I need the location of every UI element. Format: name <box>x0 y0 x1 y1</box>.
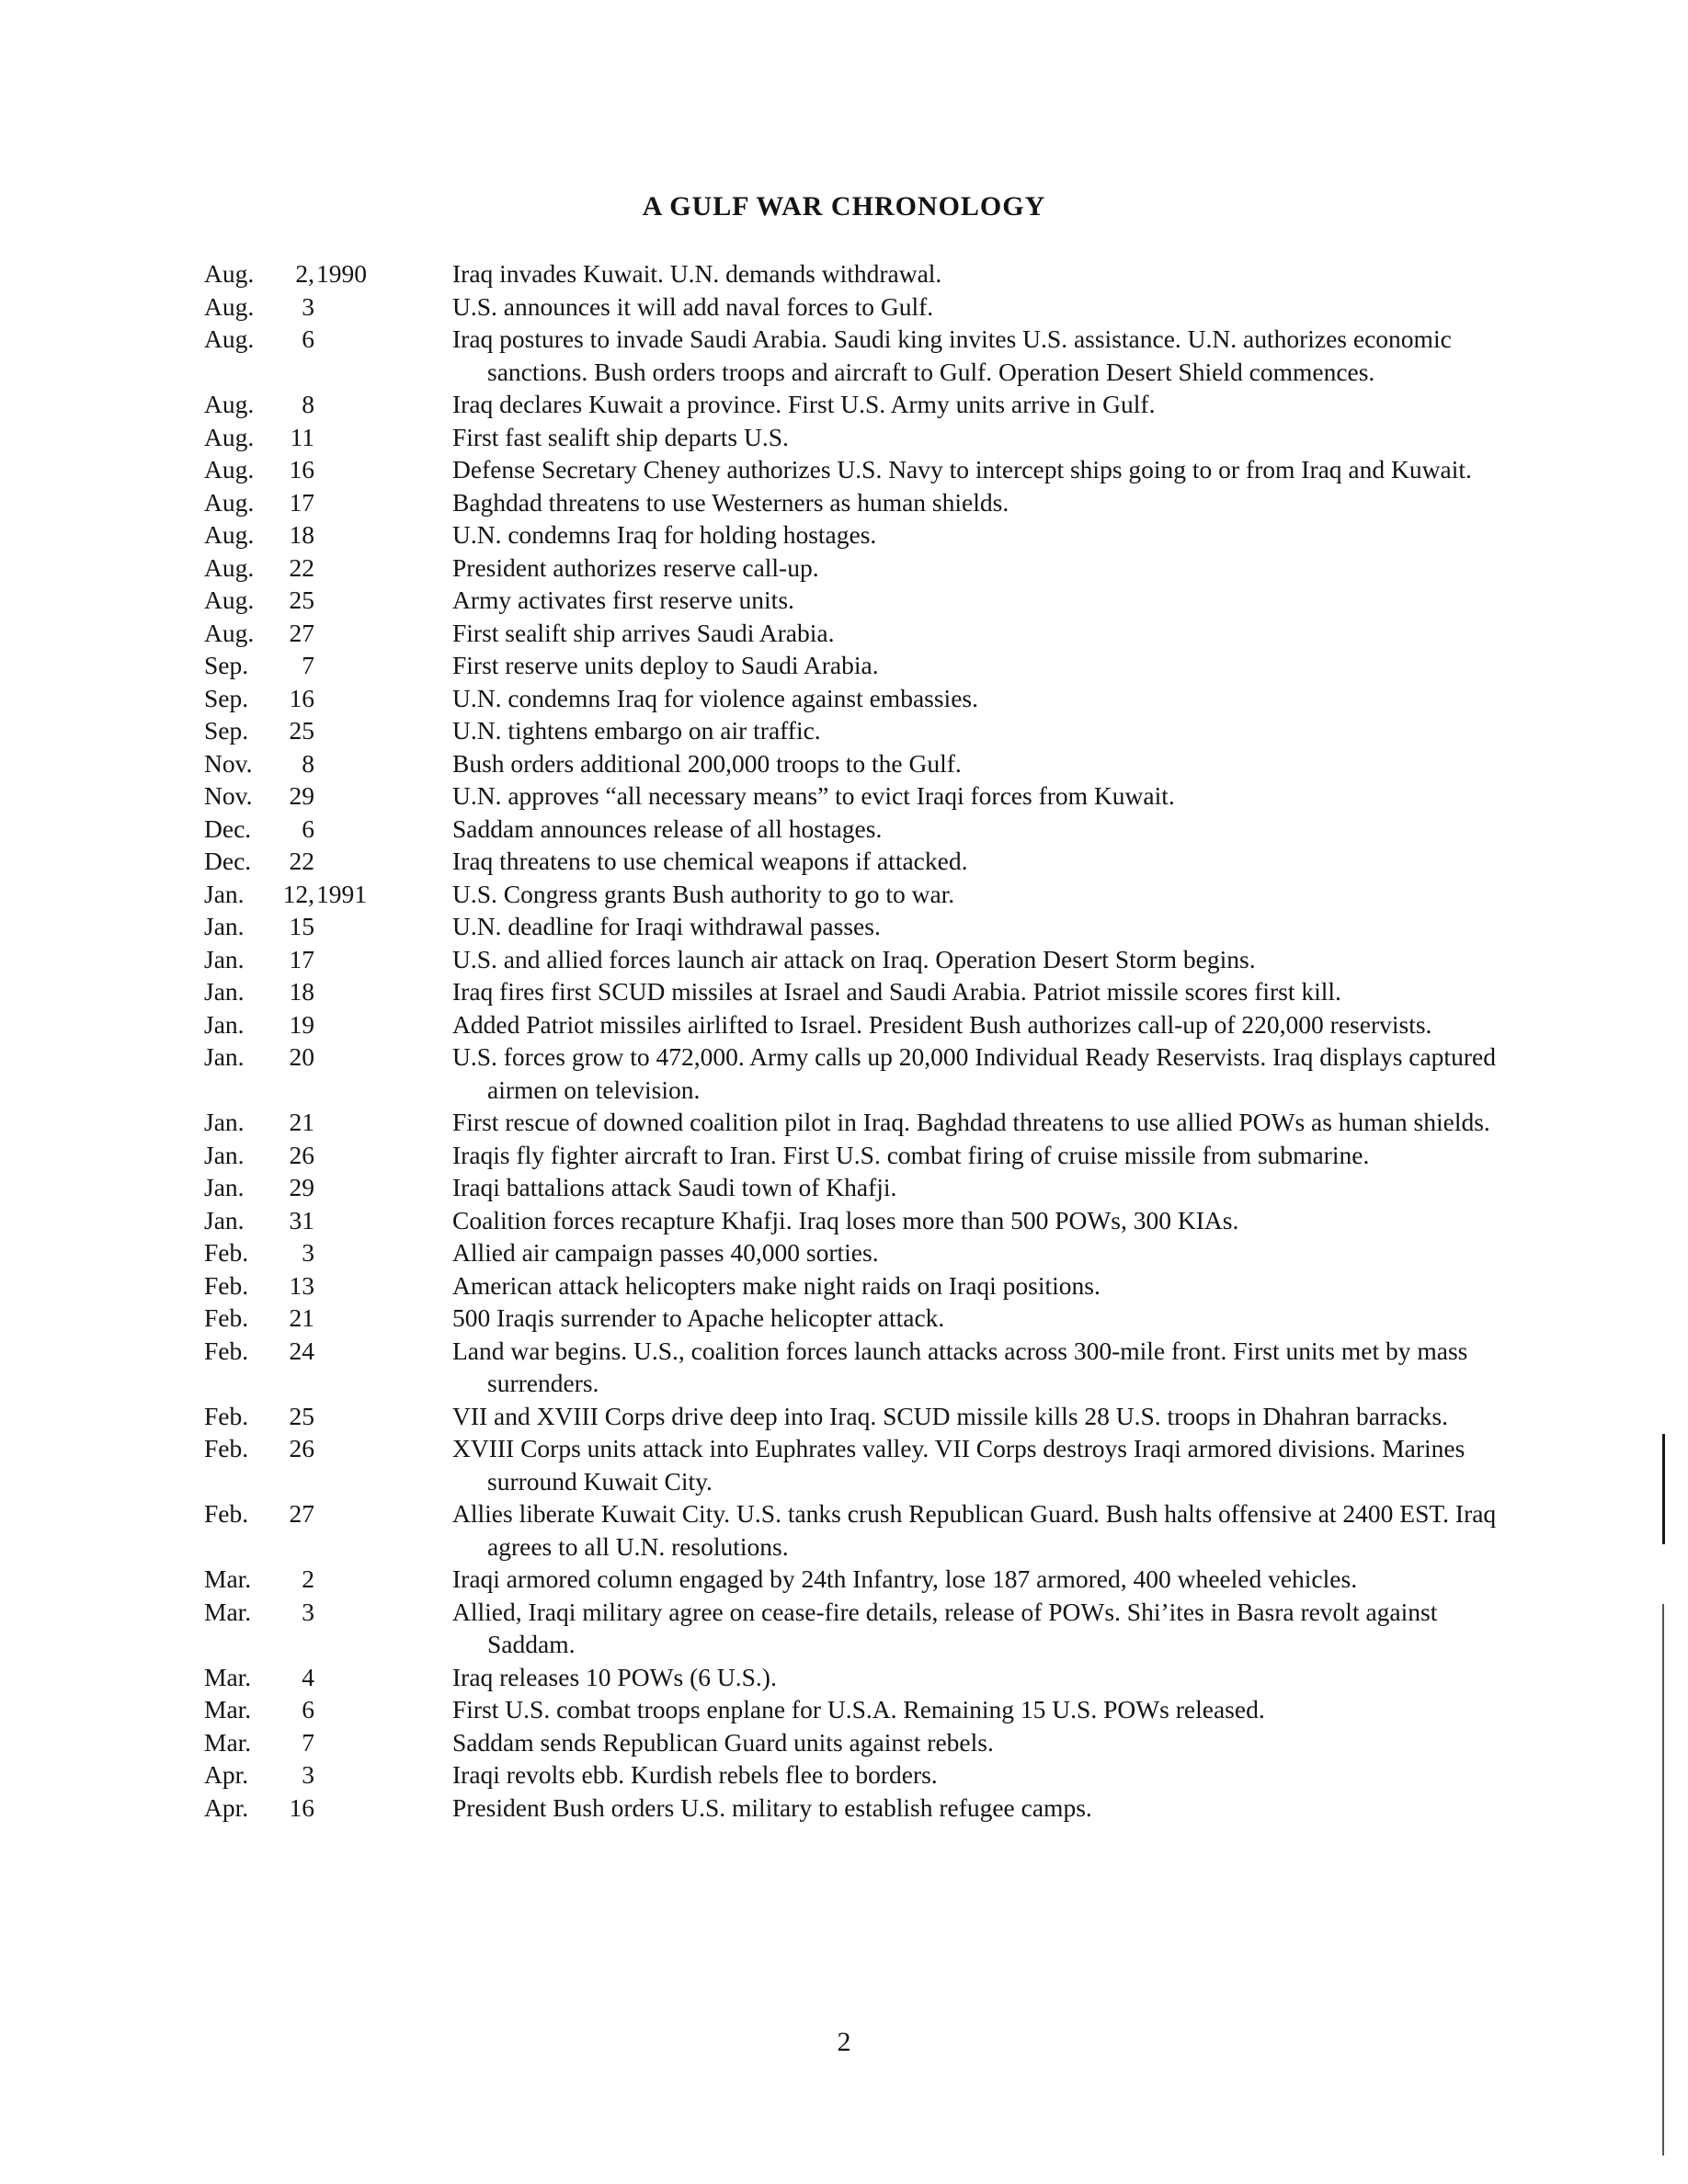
entry-text: U.N. tightens embargo on air traffic. <box>452 716 821 745</box>
entry-text: Iraq releases 10 POWs (6 U.S.). <box>452 1662 777 1691</box>
entry-year <box>314 518 316 552</box>
entry-month: Feb. <box>204 1238 249 1267</box>
entry-year <box>314 1171 316 1204</box>
entry-day: 3 <box>302 291 314 321</box>
entry-text: U.N. approves “all necessary means” to evict Iraqi forces from Kuwait. <box>452 781 1175 810</box>
entry-date <box>204 453 452 486</box>
entry-date <box>204 518 452 552</box>
chronology-entry <box>204 617 1510 650</box>
entry-month: Aug. <box>204 324 255 353</box>
chronology-entry <box>204 779 1510 813</box>
entry-day: 24 <box>289 1336 314 1365</box>
chronology-entry <box>204 552 1510 585</box>
entry-date <box>204 1726 452 1759</box>
entry-text: Iraq threatens to use chemical weapons if attacked. <box>452 847 968 875</box>
entry-day: 16 <box>289 455 314 483</box>
entry-day: 16 <box>289 683 314 712</box>
entry-month: Feb. <box>204 1336 249 1365</box>
entry-year <box>314 1302 316 1335</box>
entry-year <box>314 1758 316 1792</box>
entry-year <box>314 290 316 324</box>
entry-month: Jan. <box>204 1173 245 1201</box>
chronology-entry <box>204 943 1510 976</box>
entry-day: 27 <box>289 1499 314 1528</box>
entry-year <box>314 1269 316 1302</box>
entry-date <box>204 1008 452 1041</box>
entry-day: 29 <box>289 1173 314 1201</box>
entry-day: 3 <box>302 1760 314 1789</box>
entry-text: U.N. condemns Iraq for violence against embassies. <box>452 683 978 712</box>
entry-day: 21 <box>289 1303 314 1332</box>
chronology-entry <box>204 388 1510 421</box>
entry-date <box>204 1693 452 1726</box>
entry-date <box>204 1596 452 1629</box>
chronology-entry <box>204 584 1510 617</box>
entry-year <box>314 1236 316 1269</box>
entry-text: Baghdad threatens to use Westerners as human shields. <box>452 487 1009 517</box>
entry-day: 7 <box>302 1727 314 1757</box>
entry-month: Jan. <box>204 912 245 940</box>
entry-text: First rescue of downed coalition pilot in Iraq. Baghdad threatens to use allied POWs as human shields. <box>452 1108 1490 1136</box>
scan-margin-mark <box>1662 1434 1665 1544</box>
entry-month: Aug. <box>204 422 255 451</box>
entry-day: 19 <box>289 1009 314 1039</box>
entry-day: 27 <box>289 618 314 647</box>
entry-date <box>204 552 452 585</box>
entry-year <box>314 1400 316 1433</box>
entry-month: Feb. <box>204 1401 249 1430</box>
entry-text: Iraq invades Kuwait. U.N. demands withdrawal. <box>452 259 942 288</box>
entry-date <box>204 1236 452 1269</box>
entry-day: 3 <box>302 1597 314 1626</box>
entry-year <box>314 1432 316 1465</box>
entry-text: President Bush orders U.S. military to establish refugee camps. <box>452 1792 1092 1822</box>
chronology-entry <box>204 649 1510 682</box>
entry-date <box>204 1400 452 1433</box>
chronology-entry <box>204 518 1510 552</box>
entry-year <box>314 421 316 454</box>
chronology-entry <box>204 813 1510 846</box>
entry-year <box>314 453 316 486</box>
chronology-entry <box>204 1563 1510 1596</box>
entry-date <box>204 323 452 356</box>
entry-date <box>204 975 452 1008</box>
entry-month: Feb. <box>204 1434 249 1462</box>
entry-text: Land war begins. U.S., coalition forces launch attacks across 300-mile front. First units met by mass surrenders. <box>452 1336 1468 1397</box>
entry-month: Sep. <box>204 716 249 745</box>
entry-date <box>204 845 452 878</box>
entry-text: Allied air campaign passes 40,000 sorties. <box>452 1238 879 1267</box>
entry-date <box>204 1497 452 1530</box>
entry-month: Jan. <box>204 1009 245 1039</box>
entry-date <box>204 747 452 780</box>
entry-month: Apr. <box>204 1760 249 1789</box>
entry-day: 8 <box>302 390 314 418</box>
entry-text: American attack helicopters make night raids on Iraqi positions. <box>452 1270 1101 1300</box>
entry-text: U.N. deadline for Iraqi withdrawal passes. <box>452 912 881 940</box>
chronology-entry <box>204 257 1510 290</box>
entry-date <box>204 813 452 846</box>
entry-month: Jan. <box>204 1140 245 1169</box>
chronology-entry <box>204 486 1510 519</box>
entry-month: Mar. <box>204 1564 252 1593</box>
entry-month: Dec. <box>204 813 252 843</box>
entry-month: Aug. <box>204 390 255 418</box>
chronology-entry <box>204 1661 1510 1694</box>
entry-year <box>314 1792 316 1825</box>
entry-month: Mar. <box>204 1695 252 1723</box>
entry-year <box>314 975 316 1008</box>
entry-day: 22 <box>289 552 314 582</box>
entry-day: 6 <box>302 813 314 843</box>
entry-month: Mar. <box>204 1597 252 1626</box>
entry-date <box>204 682 452 715</box>
entry-day: 26 <box>289 1140 314 1169</box>
entry-year <box>314 617 316 650</box>
entry-year <box>314 813 316 846</box>
entry-date <box>204 1302 452 1335</box>
entry-text: First U.S. combat troops enplane for U.S.A. Remaining 15 U.S. POWs released. <box>452 1695 1265 1723</box>
entry-year <box>314 747 316 780</box>
entry-text: Saddam sends Republican Guard units against rebels. <box>452 1727 994 1757</box>
entry-day: 15 <box>289 912 314 940</box>
entry-month: Mar. <box>204 1727 252 1757</box>
entry-day: 26 <box>289 1434 314 1462</box>
chronology-entry <box>204 323 1510 388</box>
chronology-entry <box>204 1792 1510 1825</box>
entry-year <box>314 1139 316 1172</box>
entry-month: Aug. <box>204 259 255 288</box>
entry-year <box>314 552 316 585</box>
entry-day: 18 <box>289 977 314 1006</box>
entry-text: Added Patriot missiles airlifted to Israel. President Bush authorizes call-up of 220,000 reservists. <box>452 1009 1432 1039</box>
entry-date <box>204 1171 452 1204</box>
entry-month: Sep. <box>204 683 249 712</box>
entry-day: 2 <box>302 1564 314 1593</box>
entry-day: 16 <box>289 1792 314 1822</box>
entry-date <box>204 1758 452 1792</box>
entry-date <box>204 584 452 617</box>
entry-month: Apr. <box>204 1792 249 1822</box>
entry-text: Iraqi revolts ebb. Kurdish rebels flee to borders. <box>452 1760 938 1789</box>
entry-month: Jan. <box>204 879 245 908</box>
chronology-entry <box>204 714 1510 747</box>
chronology-entry <box>204 975 1510 1008</box>
entry-date <box>204 290 452 324</box>
entry-text: U.S. announces it will add naval forces to Gulf. <box>452 291 934 321</box>
entry-month: Aug. <box>204 552 255 582</box>
entry-date <box>204 388 452 421</box>
chronology-entry <box>204 1758 1510 1792</box>
chronology-entry <box>204 1432 1510 1497</box>
entry-text: First reserve units deploy to Saudi Arabia. <box>452 651 879 679</box>
entry-text: 500 Iraqis surrender to Apache helicopter attack. <box>452 1303 945 1332</box>
entry-text: Defense Secretary Cheney authorizes U.S. Navy to intercept ships going to or from Iraq and Kuwait. <box>452 455 1472 483</box>
entry-year <box>314 845 316 878</box>
entry-text: U.S. and allied forces launch air attack on Iraq. Operation Desert Storm begins. <box>452 944 1256 973</box>
chronology-entry <box>204 290 1510 324</box>
entry-month: Aug. <box>204 520 255 549</box>
entry-date <box>204 1204 452 1237</box>
entry-day: 25 <box>289 586 314 614</box>
entry-year <box>314 1661 316 1694</box>
entry-text: Allies liberate Kuwait City. U.S. tanks crush Republican Guard. Bush halts offensive at 2400 EST. Iraq agrees to all U.N. resolutions. <box>452 1499 1497 1561</box>
entry-text: XVIII Corps units attack into Euphrates valley. VII Corps destroys Iraqi armored divisions. Marines surround Kuwait City. <box>452 1434 1466 1496</box>
entry-text: President authorizes reserve call-up. <box>452 552 819 582</box>
entry-date <box>204 257 452 290</box>
entry-text: Iraqi armored column engaged by 24th Infantry, lose 187 armored, 400 wheeled vehicles. <box>452 1564 1358 1593</box>
entry-day: 7 <box>302 651 314 679</box>
entry-day: 6 <box>302 1695 314 1723</box>
entry-day: 31 <box>289 1205 314 1234</box>
chronology-entry <box>204 1139 1510 1172</box>
entry-date <box>204 910 452 943</box>
entry-year <box>314 486 316 519</box>
scan-margin-edge <box>1662 1604 1664 2156</box>
entry-month: Aug. <box>204 618 255 647</box>
entry-day: 11 <box>290 422 314 451</box>
entry-date <box>204 1335 452 1368</box>
entry-year <box>314 1497 316 1530</box>
entry-date <box>204 943 452 976</box>
chronology-entry <box>204 1236 1510 1269</box>
entry-month: Aug. <box>204 455 255 483</box>
entry-text: VII and XVIII Corps drive deep into Iraq. SCUD missile kills 28 U.S. troops in Dhahran barracks. <box>452 1401 1449 1430</box>
entry-text: U.S. Congress grants Bush authority to go to war. <box>452 879 955 908</box>
entry-date <box>204 1792 452 1825</box>
entry-day: 2, <box>295 259 314 288</box>
entry-year: 1991 <box>316 879 367 908</box>
chronology-entry <box>204 747 1510 780</box>
entry-year <box>314 1106 316 1139</box>
entry-month: Jan. <box>204 944 245 973</box>
entry-month: Jan. <box>204 977 245 1006</box>
entry-date <box>204 1563 452 1596</box>
chronology-entry <box>204 1726 1510 1759</box>
entry-date <box>204 617 452 650</box>
chronology-list <box>204 257 1510 1824</box>
entry-month: Feb. <box>204 1303 249 1332</box>
entry-month: Nov. <box>204 748 253 778</box>
entry-text: Iraq fires first SCUD missiles at Israel and Saudi Arabia. Patriot missile scores first kill. <box>452 977 1341 1006</box>
entry-year <box>314 323 316 356</box>
chronology-entry <box>204 453 1510 486</box>
entry-year <box>314 714 316 747</box>
entry-text: First sealift ship arrives Saudi Arabia. <box>452 618 835 647</box>
entry-year <box>314 1596 316 1629</box>
entry-year <box>314 1204 316 1237</box>
entry-year <box>314 388 316 421</box>
entry-month: Aug. <box>204 586 255 614</box>
entry-day: 18 <box>289 520 314 549</box>
entry-date <box>204 1106 452 1139</box>
entry-year <box>314 1563 316 1596</box>
entry-day: 21 <box>289 1108 314 1136</box>
entry-year <box>314 649 316 682</box>
entry-day: 13 <box>289 1270 314 1300</box>
entry-day: 3 <box>302 1238 314 1267</box>
entry-text: Saddam announces release of all hostages. <box>452 813 883 843</box>
chronology-entry <box>204 1497 1510 1563</box>
entry-day: 25 <box>289 716 314 745</box>
entry-date <box>204 421 452 454</box>
entry-month: Sep. <box>204 651 249 679</box>
entry-date <box>204 1432 452 1465</box>
entry-text: Iraq postures to invade Saudi Arabia. Saudi king invites U.S. assistance. U.N. authorizes economic sanctions. Bush orders troops and aircraft to Gulf. Operation Desert Shield commences. <box>452 324 1452 386</box>
entry-month: Feb. <box>204 1499 249 1528</box>
entry-day: 20 <box>289 1042 314 1071</box>
entry-year <box>314 682 316 715</box>
entry-month: Aug. <box>204 487 255 517</box>
entry-month: Jan. <box>204 1108 245 1136</box>
entry-month: Feb. <box>204 1270 249 1300</box>
page-number: 2 <box>837 2027 851 2057</box>
entry-year: 1990 <box>316 259 367 288</box>
entry-text: Iraq declares Kuwait a province. First U.S. Army units arrive in Gulf. <box>452 390 1156 418</box>
chronology-entry <box>204 845 1510 878</box>
entry-text: Iraqi battalions attack Saudi town of Khafji. <box>452 1173 897 1201</box>
entry-text: U.N. condemns Iraq for holding hostages. <box>452 520 877 549</box>
entry-date <box>204 1139 452 1172</box>
entry-date <box>204 486 452 519</box>
chronology-entry <box>204 1171 1510 1204</box>
entry-month: Nov. <box>204 781 253 810</box>
entry-year <box>314 584 316 617</box>
entry-year <box>314 943 316 976</box>
entry-day: 12, <box>282 879 314 908</box>
entry-text: U.S. forces grow to 472,000. Army calls up 20,000 Individual Ready Reservists. Iraq displays captured airmen on television. <box>452 1042 1496 1104</box>
entry-year <box>314 1335 316 1368</box>
entry-date <box>204 649 452 682</box>
chronology-entry <box>204 1008 1510 1041</box>
entry-year <box>314 1726 316 1759</box>
entry-month: Dec. <box>204 847 252 875</box>
entry-day: 17 <box>289 487 314 517</box>
entry-day: 6 <box>302 324 314 353</box>
entry-text: Army activates first reserve units. <box>452 586 794 614</box>
entry-date <box>204 1041 452 1074</box>
chronology-entry <box>204 1400 1510 1433</box>
entry-year <box>314 1008 316 1041</box>
entry-year <box>314 1041 316 1074</box>
entry-day: 17 <box>289 944 314 973</box>
chronology-entry <box>204 1693 1510 1726</box>
entry-text: First fast sealift ship departs U.S. <box>452 422 789 451</box>
entry-date <box>204 779 452 813</box>
entry-text: Bush orders additional 200,000 troops to the Gulf. <box>452 748 962 778</box>
chronology-entry <box>204 1596 1510 1661</box>
chronology-entry <box>204 1302 1510 1335</box>
entry-date <box>204 878 452 911</box>
entry-day: 29 <box>289 781 314 810</box>
entry-year <box>314 1693 316 1726</box>
chronology-entry <box>204 1106 1510 1139</box>
chronology-entry <box>204 1335 1510 1400</box>
chronology-entry <box>204 1204 1510 1237</box>
entry-date <box>204 1661 452 1694</box>
document-title: A GULF WAR CHRONOLOGY <box>642 191 1046 222</box>
entry-year <box>314 779 316 813</box>
entry-day: 22 <box>289 847 314 875</box>
chronology-entry <box>204 1269 1510 1302</box>
entry-text: Allied, Iraqi military agree on cease-fire details, release of POWs. Shi’ites in Basra revolt against Saddam. <box>452 1597 1438 1658</box>
chronology-entry <box>204 421 1510 454</box>
chronology-entry <box>204 1041 1510 1106</box>
entry-date <box>204 714 452 747</box>
entry-month: Aug. <box>204 291 255 321</box>
chronology-entry <box>204 682 1510 715</box>
entry-day: 25 <box>289 1401 314 1430</box>
entry-date <box>204 1269 452 1302</box>
chronology-entry <box>204 910 1510 943</box>
entry-year <box>314 910 316 943</box>
chronology-entry <box>204 878 1510 911</box>
entry-day: 4 <box>302 1662 314 1691</box>
entry-text: Iraqis fly fighter aircraft to Iran. First U.S. combat firing of cruise missile from submarine. <box>452 1140 1370 1169</box>
entry-month: Jan. <box>204 1205 245 1234</box>
entry-month: Mar. <box>204 1662 252 1691</box>
entry-day: 8 <box>302 748 314 778</box>
entry-text: Coalition forces recapture Khafji. Iraq loses more than 500 POWs, 300 KIAs. <box>452 1205 1239 1234</box>
entry-month: Jan. <box>204 1042 245 1071</box>
